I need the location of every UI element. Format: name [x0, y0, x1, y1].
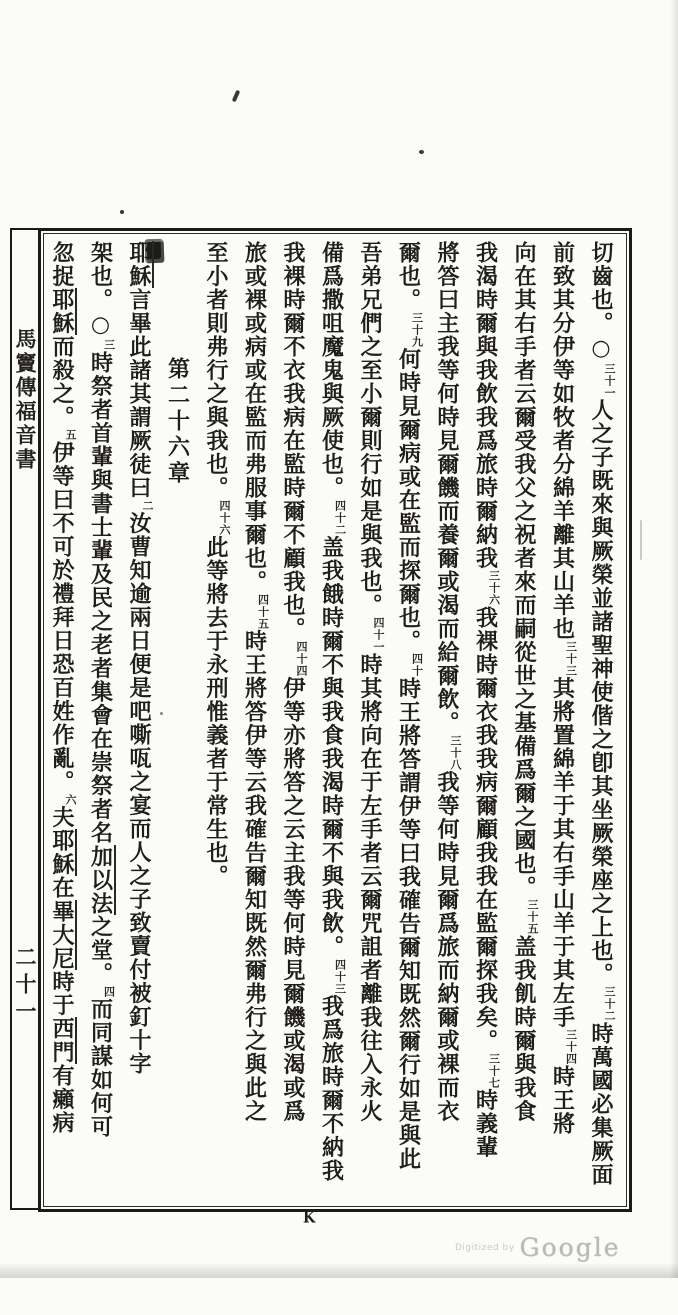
verse-number: 四十二 [333, 499, 347, 536]
text-column [466, 241, 505, 1199]
proper-name: 西門 [49, 1017, 75, 1064]
proper-name: 耶穌 [126, 241, 152, 288]
text-column [543, 241, 582, 1199]
text-column [582, 241, 621, 1199]
chapter-heading-column [158, 241, 197, 1315]
page-frame [38, 228, 632, 1212]
text-column [389, 241, 428, 1199]
text-column [235, 241, 274, 1199]
scan-speck [419, 150, 424, 154]
scripture-text: 時于 [49, 970, 75, 1017]
scripture-text: 時王將 [549, 1065, 576, 1136]
verse-number: 四 [102, 985, 116, 998]
proper-name: 畢大尼 [49, 899, 75, 970]
text-column [81, 241, 120, 1199]
verse-number: 五 [64, 429, 77, 441]
google-logo-watermark: Google [519, 1233, 621, 1262]
scripture-text: 時其將向在于左手者云爾咒詛者離我往入永火 [357, 653, 383, 1123]
scripture-text: 爾也。 [395, 241, 422, 312]
scan-speck [640, 520, 642, 560]
scripture-text: 我裸時爾不衣我病在監時爾不顧我也。 [280, 241, 306, 641]
scripture-text: 何時見爾病或在監而探爾也。 [395, 347, 422, 653]
scripture-text: 向在其右手者云爾受我父之祝者來而嗣從世之基備爲爾之國也。 [511, 241, 537, 899]
page-number: 二十一 [13, 946, 38, 1027]
text-column [505, 241, 544, 1199]
verse-number: 四十一 [372, 617, 385, 653]
verse-number: 三十七 [487, 1052, 501, 1089]
scripture-text: 盖我餓時爾不與我食我渴時爾不與我飲。 [318, 535, 345, 959]
scripture-text: 伊等曰不可於禮拜日恐百姓作亂。 [49, 441, 75, 794]
gathering-mark: K [303, 1208, 316, 1228]
scan-speck [232, 90, 241, 103]
text-column [197, 241, 236, 1199]
scripture-text: 此等將去于永刑惟義者于常生也。 [203, 535, 229, 888]
scripture-text: 時萬國必集厥面 [588, 1022, 614, 1187]
watermark-prefix: Digitized by [455, 1243, 515, 1253]
scripture-text: 吾弟兄們之至小爾則行如是與我也。 [357, 241, 383, 617]
book-title: 馬竇傳福音書 [13, 328, 38, 472]
verse-number: 三十九 [410, 311, 424, 348]
verse-number: 四十三 [333, 958, 347, 995]
scan-edge-shadow [670, 0, 678, 1278]
margin-strip [10, 228, 38, 1210]
scripture-text: 之堂。 [87, 915, 114, 986]
scripture-text: 第二十六章 [164, 357, 191, 487]
verse-number: 四十六 [218, 499, 231, 536]
scripture-text: 我渴時爾與我飲我爲旅時爾納我 [472, 241, 499, 570]
scripture-text: 盖我飢時爾與我食 [511, 935, 537, 1123]
scripture-text: 切齒也。○ [588, 241, 614, 363]
scripture-text: 我等何時見爾爲旅而納爾或裸而衣 [434, 770, 460, 1123]
verse-number: 三十二 [603, 986, 616, 1022]
text-column [312, 241, 351, 1199]
scripture-text: 時祭者首輩與書士輩及民之老者集會在崇祭者名 [87, 351, 114, 845]
scripture-text: 前致其分伊等如牧者分綿羊離其山羊也 [549, 241, 576, 641]
scripture-text: 伊等亦將答之云主我等何時見爾饑或渴或爲 [280, 676, 306, 1123]
scripture-text: 將答曰主我等何時見爾饑而養爾或渴而給爾飲。 [434, 241, 460, 735]
scripture-text: 架也。○ [87, 241, 114, 339]
verse-number: 四十五 [256, 593, 270, 630]
verse-number: 三 [102, 339, 116, 351]
verse-number: 三十三 [564, 640, 578, 677]
scripture-text: 備爲撒咀魔鬼與厥使也。 [318, 241, 345, 500]
scripture-text: 人之子既來與厥榮並諸聖神使偕之卽其坐厥榮座之上也。 [588, 398, 614, 986]
verse-number: 四十四 [295, 640, 308, 677]
proper-name: 耶穌 [49, 829, 75, 876]
proper-name: 耶穌 [49, 288, 75, 335]
scripture-text: 至小者則弗行之與我也。 [203, 241, 229, 500]
scan-edge-shadow [0, 1264, 678, 1278]
scripture-text: 我爲旅時爾不納我 [318, 994, 345, 1183]
verse-number: 六 [64, 793, 77, 806]
verse-number: 三十八 [449, 734, 462, 771]
scripture-text: 而同謀如何可 [87, 997, 114, 1139]
text-column [428, 241, 467, 1199]
scripture-text: 時義輩 [472, 1088, 499, 1159]
scripture-text: 言畢此諸其謂厥徒曰 [126, 288, 152, 500]
scripture-text: 忽捉 [49, 241, 75, 288]
scripture-text: 夫 [49, 805, 75, 829]
watermark [455, 1233, 621, 1262]
scripture-text: 時王將答伊等云我確告爾知既然爾弗行之與此之 [241, 629, 268, 1123]
scripture-text: 而殺之。 [49, 335, 75, 429]
verse-number: 三十五 [526, 899, 539, 935]
scripture-text: 其將置綿羊于其右手山羊于其左手 [549, 676, 576, 1029]
text-column [43, 241, 82, 1199]
scripture-text: 在 [49, 876, 75, 900]
scripture-text: 旅或裸或病或在監而弗服事爾也。 [241, 241, 268, 594]
text-column [120, 241, 159, 1199]
scripture-text: 時王將答謂伊等曰我確告爾知既然爾行如是與此 [395, 677, 422, 1171]
scripture-text: 我裸時爾衣我我病爾顧我我在監爾探我矣。 [472, 606, 499, 1053]
verse-number: 三十六 [487, 570, 501, 606]
proper-name: 加以法 [87, 844, 114, 915]
verse-number: 三十一 [603, 362, 616, 399]
scan-speck [120, 210, 124, 214]
text-column [351, 241, 390, 1199]
verse-number: 三十四 [564, 1029, 578, 1065]
scripture-text: 有癩病 [49, 1064, 75, 1135]
verse-number: 四十 [410, 653, 424, 677]
text-column [274, 241, 313, 1199]
verse-number: 二 [141, 499, 154, 512]
scripture-text: 汝曹知逾兩日便是吧嘶咓之宴而人之子致賣付被釘十字 [126, 511, 152, 1076]
text-columns [49, 241, 620, 1199]
